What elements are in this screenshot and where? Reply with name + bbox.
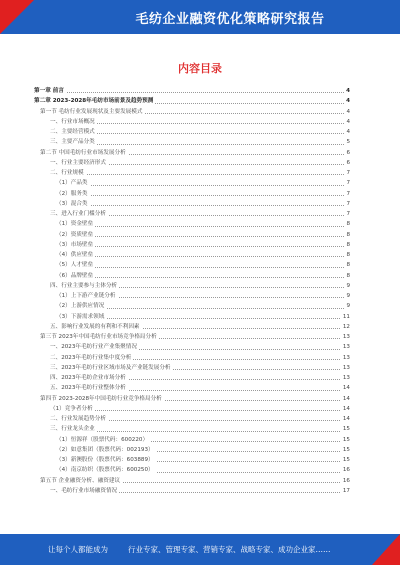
toc-heading: 内容目录 [178, 62, 222, 75]
toc-page-number: 9 [344, 291, 350, 301]
toc-entry[interactable] [34, 250, 350, 260]
toc-entry[interactable] [34, 199, 350, 209]
toc-entry[interactable] [34, 86, 350, 96]
toc-page-number: 16 [341, 465, 350, 475]
toc-entry-text: 一、2023年毛纺行业产业集聚情况 [34, 342, 139, 352]
toc-entry-text: 第二节 中国毛纺行业市场发展分析 [34, 148, 128, 158]
toc-entry[interactable] [34, 445, 350, 455]
toc-entry-text: （3）混合类 [34, 199, 90, 209]
toc-entry-text: （3）新澳股份（股票代码：603889） [34, 455, 156, 465]
toc-page-number: 17 [341, 486, 350, 496]
toc-page-number: 8 [344, 250, 350, 260]
toc-entry-text: 第一节 毛纺行业发展现状及主要发展模式 [34, 107, 144, 117]
toc-page-number: 16 [341, 476, 350, 486]
toc-entry[interactable] [34, 312, 350, 322]
toc-entry-text: （2）资质壁垒 [34, 230, 95, 240]
toc-page-number: 6 [344, 148, 350, 158]
toc-entry[interactable] [34, 178, 350, 188]
toc-page-number: 12 [341, 322, 350, 332]
toc-page-number: 15 [341, 455, 350, 465]
toc-entry-text: （1）资金壁垒 [34, 219, 95, 229]
toc-page-number: 4 [344, 117, 350, 127]
toc-entry-text: 二、主要经营模式 [34, 127, 97, 137]
toc-page-number: 11 [341, 312, 350, 322]
toc-entry[interactable] [34, 230, 350, 240]
toc-entry-text: 一、行业市场概况 [34, 117, 97, 127]
toc-entry[interactable] [34, 127, 350, 137]
toc-entry[interactable] [34, 281, 350, 291]
toc-page-number: 15 [341, 424, 350, 434]
toc-entry[interactable] [34, 332, 350, 342]
toc-entry-text: 三、主要产品分类 [34, 137, 97, 147]
toc-entry[interactable] [34, 342, 350, 352]
toc-entry[interactable] [34, 107, 350, 117]
toc-page-number: 9 [344, 281, 350, 291]
toc-entry[interactable] [34, 486, 350, 496]
toc-entry[interactable] [34, 189, 350, 199]
toc-entry[interactable] [34, 301, 350, 311]
toc-page-number: 15 [341, 435, 350, 445]
header-red-wedge [0, 0, 34, 34]
toc-entry[interactable] [34, 240, 350, 250]
toc-entry-text: （6）品牌壁垒 [34, 271, 95, 281]
toc-page-number: 13 [341, 353, 350, 363]
toc-entry[interactable] [34, 353, 350, 363]
toc-page-number: 8 [344, 271, 350, 281]
toc-entry-text: 一、毛纺行业市场融资情况 [34, 486, 119, 496]
toc-entry[interactable] [34, 148, 350, 158]
toc-page-number: 5 [344, 137, 350, 147]
toc-page-number: 14 [341, 414, 350, 424]
toc-page-number: 7 [344, 209, 350, 219]
toc-page-number: 4 [344, 86, 350, 96]
toc-entry-text: 四、行业主要参与主体分析 [34, 281, 119, 291]
toc-entry-text: （3）下游需求领域 [34, 312, 106, 322]
toc-entry-text: （2）服务类 [34, 189, 90, 199]
toc-entry[interactable] [34, 455, 350, 465]
toc-entry[interactable] [34, 260, 350, 270]
toc-page-number: 8 [344, 260, 350, 270]
toc-entry-text: 第四节 2023-2028年中国毛纺行业竞争格局分析 [34, 394, 164, 404]
toc-page-number: 7 [344, 168, 350, 178]
toc-entry-text: （1）上下游产业链分析 [34, 291, 118, 301]
toc-entry-text: 三、2023年毛纺行业区域市场及产业链发展分析 [34, 363, 173, 373]
toc-entry[interactable] [34, 424, 350, 434]
toc-page-number: 6 [344, 158, 350, 168]
toc-entry-text: （4）南京纺织（股票代码：600250） [34, 465, 156, 475]
toc-entry-text: 二、行业发展趋势分析 [34, 414, 108, 424]
toc-page-number: 7 [344, 178, 350, 188]
toc-entry-text: （3）市场壁垒 [34, 240, 95, 250]
footer-red-wedge [372, 534, 400, 565]
toc-entry-text: 第二章 2023-2028年毛纺市场前景及趋势预测 [34, 96, 155, 106]
toc-entry-text: （1）恒源祥（股票代码：600220） [34, 435, 150, 445]
toc-entry[interactable] [34, 209, 350, 219]
toc-entry-text: 二、2023年毛纺行业集中度分析 [34, 353, 133, 363]
toc-entry-text: 第三节 2023年中国毛纺行业市场竞争格局分析 [34, 332, 159, 342]
toc-page-number: 15 [341, 445, 350, 455]
toc-entry-text: 四、2023年毛纺企业市场分析 [34, 373, 128, 383]
toc-entry[interactable] [34, 373, 350, 383]
toc-page-number: 9 [344, 301, 350, 311]
toc-page-number: 13 [341, 332, 350, 342]
toc-entry[interactable] [34, 394, 350, 404]
toc-entry[interactable] [34, 322, 350, 332]
toc-page-number: 13 [341, 363, 350, 373]
toc-entry[interactable] [34, 271, 350, 281]
footer-slogan-left: 让每个人都能成为 [48, 545, 108, 554]
footer-banner [0, 534, 400, 565]
header-banner [0, 0, 400, 34]
toc-entry[interactable] [34, 158, 350, 168]
toc-page-number: 8 [344, 230, 350, 240]
toc-page-number: 13 [341, 373, 350, 383]
toc-entry-text: （1）产品类 [34, 178, 90, 188]
toc-page-number: 13 [341, 342, 350, 352]
toc-page-number: 4 [344, 96, 350, 106]
table-of-contents [34, 86, 350, 496]
toc-entry-text: （2）上游供应情况 [34, 301, 106, 311]
toc-page-number: 7 [344, 199, 350, 209]
toc-page-number: 4 [344, 127, 350, 137]
toc-entry[interactable] [34, 414, 350, 424]
toc-entry-text: （4）供应壁垒 [34, 250, 95, 260]
toc-page-number: 4 [344, 107, 350, 117]
toc-page-number: 14 [341, 383, 350, 393]
toc-page-number: 8 [344, 240, 350, 250]
toc-entry-text: 三、行业龙头企业 [34, 424, 97, 434]
toc-entry-text: （1）竞争者分析 [34, 404, 95, 414]
toc-entry[interactable] [34, 168, 350, 178]
toc-entry-text: 二、行业规模 [34, 168, 86, 178]
toc-entry-text: 三、进入行业门槛分析 [34, 209, 108, 219]
toc-entry[interactable] [34, 465, 350, 475]
toc-entry-text: 五、影响行业发展的有利和不利因素 [34, 322, 142, 332]
toc-page-number: 8 [344, 219, 350, 229]
toc-entry[interactable] [34, 96, 350, 106]
toc-entry-text: 第五节 企业融资分析、融资建议 [34, 476, 122, 486]
toc-entry[interactable] [34, 383, 350, 393]
toc-entry[interactable] [34, 435, 350, 445]
toc-entry-text: （5）人才壁垒 [34, 260, 95, 270]
toc-entry[interactable] [34, 476, 350, 486]
toc-page-number: 14 [341, 394, 350, 404]
toc-leader-dots [34, 92, 350, 93]
toc-entry-text: 第一章 前言 [34, 86, 66, 96]
toc-page-number: 14 [341, 404, 350, 414]
toc-entry[interactable] [34, 117, 350, 127]
toc-entry[interactable] [34, 137, 350, 147]
toc-entry[interactable] [34, 404, 350, 414]
toc-entry[interactable] [34, 363, 350, 373]
toc-page-number: 7 [344, 189, 350, 199]
toc-entry[interactable] [34, 219, 350, 229]
toc-entry-text: （2）如意集团（股票代码：002193） [34, 445, 156, 455]
footer-slogan-right: 行业专家、管理专家、营销专家、战略专家、成功企业家…… [128, 545, 331, 554]
toc-entry-text: 一、行业主要经济形式 [34, 158, 108, 168]
report-title: 毛纺企业融资优化策略研究报告 [135, 12, 325, 27]
toc-entry-text: 五、2023年毛纺行业整体分析 [34, 383, 128, 393]
toc-entry[interactable] [34, 291, 350, 301]
